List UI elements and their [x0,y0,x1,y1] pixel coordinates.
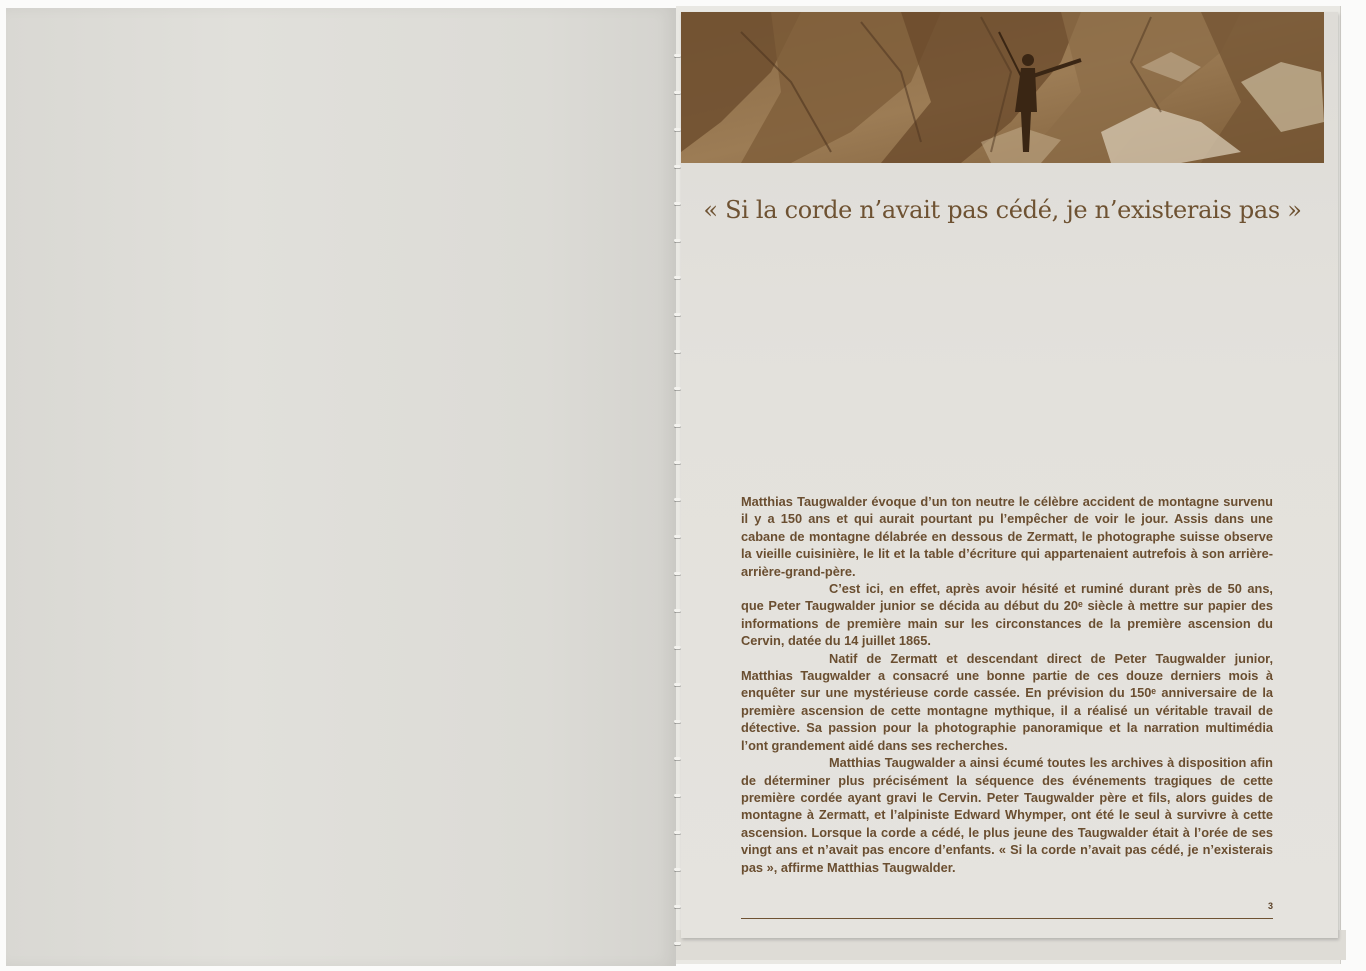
binding-stitch [674,535,681,538]
binding-stitch [674,239,681,242]
binding-stitch [674,757,681,760]
binding-stitch [674,572,681,575]
binding-stitch [674,868,681,871]
binding-stitch [674,905,681,908]
article-body [741,493,1273,876]
binding-stitch [674,720,681,723]
binding-stitch [674,646,681,649]
page-title: « Si la corde n’avait pas cédé, je n’existerais pas » [703,196,1302,224]
binding-stitch [674,350,681,353]
paragraph: C’est ici, en effet, après avoir hésité et ruminé durant près de 50 ans, que Peter Taugwalder junior se décida au début du 20ᵉ siècle à mettre sur papier des informations de première main sur les circonstances de la première ascension du Cervin, datée du 14 juillet 1865. [741,581,1273,649]
footer-rule [741,918,1273,919]
binding-stitch [674,165,681,168]
binding-stitch [674,128,681,131]
binding-stitch [674,683,681,686]
mountain-photo-icon [681,12,1324,163]
binding-stitch [674,91,681,94]
binding-stitch [674,942,681,945]
left-blank-page [6,8,676,966]
binding-stitch [674,424,681,427]
printed-page [681,12,1338,938]
paragraph: Matthias Taugwalder évoque d’un ton neutre le célèbre accident de montagne survenu il y a 150 ans et qui aurait pourtant pu l’empêcher de voir le jour. Assis dans une cabane de montagne délabrée en dessous de Zermatt, le photographe suisse observe la vieille cuisinière, le lit et la table d’écriture qui appartenaient autrefois à son arrière-arrière-grand-père. [741,494,1273,579]
show-through-text [731,234,1291,484]
binding-stitch [674,387,681,390]
binding-stitch [674,498,681,501]
page-number: 3 [1267,901,1273,911]
binding-stitch [674,54,681,57]
binding-stitch [674,831,681,834]
binding-stitch [674,794,681,797]
binding-spine [664,4,682,968]
binding-stitch [674,461,681,464]
binding-stitch [674,276,681,279]
paragraph: Natif de Zermatt et descendant direct de Peter Taugwalder junior, Matthias Taugwalder a consacré une bonne partie de ces douze derniers mois à enquêter sur une mystérieuse corde cassée. En prévision du 150ᵉ anniversaire de la première ascension de cette montagne mythique, il a réalisé un véritable travail de détective. Sa passion pour la photographie panoramique et la narration multimédia l’ont grandement aidé dans ses recherches. [741,650,1273,753]
binding-stitch [674,609,681,612]
binding-stitch [674,202,681,205]
paragraph: Matthias Taugwalder a ainsi écumé toutes les archives à disposition afin de déterminer plus précisément la séquence des événements tragiques de cette première cordée ayant gravi le Cervin. Peter Taugwalder père et fils, alors guides de montagne à Zermatt, et l’alpiniste Edward Whymper, ont été le seul à survivre à cette ascension. Lorsque la corde a cédé, le plus jeune des Taugwalder était à l’orée de ses vingt ans et n’avait pas encore d’enfants. « Si la corde n’avait pas cédé, je n’existerais pas », affirme Matthias Taugwalder. [741,755,1273,875]
binding-stitch [674,313,681,316]
